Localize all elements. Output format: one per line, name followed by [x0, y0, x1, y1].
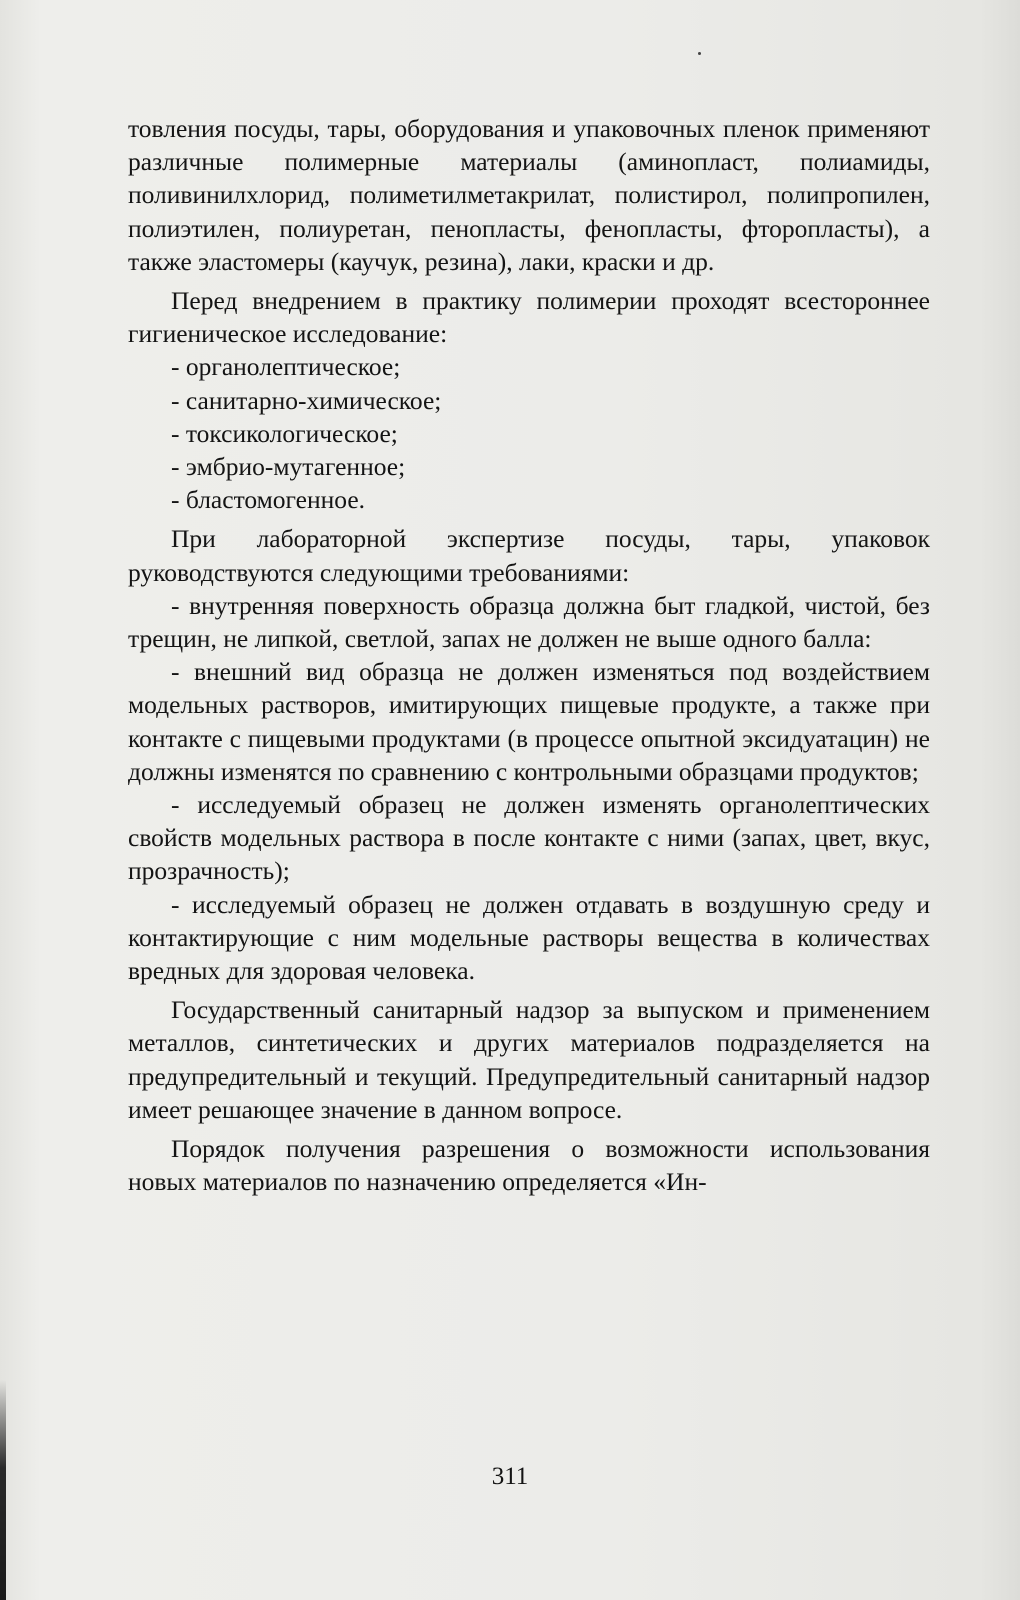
requirement-emission: - исследуемый образец не должен отдавать в воздушную среду и контактирующие с ним модельные растворы вещества в количествах вредных для здоровая человека. — [128, 889, 930, 986]
paragraph-permission-procedure: Порядок получения разрешения о возможности использования новых материалов по назначению определяется «Ин- — [128, 1134, 930, 1197]
list-item-organoleptic: - органолептическое; — [171, 352, 401, 382]
print-speck — [698, 52, 701, 55]
paragraph-materials: товления посуды, тары, оборудования и упаковочных пленок применяют различные полимерные материалы (аминопласт, полиамиды, поливинилхлорид, полиметилметакрилат, полистирол, полипропилен, полиэтилен, полиуретан, пенопласты, фенопласты, фторопласты), а также эластомеры (каучук, резина), лаки, краски и др. — [128, 114, 930, 276]
paragraph-research-intro: Перед внедрением в практику полимерии проходят всестороннее гигиеническое исследование: — [128, 286, 930, 349]
page-number: 311 — [491, 1463, 529, 1490]
body-text — [128, 112, 930, 1199]
list-item-toxicological: - токсикологическое; — [171, 418, 398, 448]
list-item-sanitary-chemical: - санитарно-химическое; — [171, 385, 442, 415]
list-item-blastomogenic: - бластомогенное. — [171, 485, 366, 515]
requirement-surface: - внутренняя поверхность образца должна быт гладкой, чистой, без трещин, не липкой, светлой, запах не должен не выше одного балла: — [128, 590, 930, 654]
requirement-organoleptic: - исследуемый образец не должен изменять органолептических свойств модельных раствора в после контакте с ними (запах, цвет, вкус, прозрачность); — [128, 790, 930, 886]
list-item-embryo-mutagenic: - эмбрио-мутагенное; — [171, 452, 406, 482]
paragraph-sanitary-supervision: Государственный санитарный надзор за выпуском и применением металлов, синтетических и других материалов подразделяется на предупредительный и текущий. Предупредительный санитарный надзор имеет решающее значение в данном вопросе. — [128, 995, 930, 1124]
requirement-appearance: - внешний вид образца не должен изменяться под воздействием модельных растворов, имитирующих пищевые продукте, а также при контакте с пищевыми продуктами (в процессе опытной эксидуатацин) не должны изменятся по сравнению с контрольными образцами продуктов; — [128, 657, 930, 786]
paragraph-expertise-intro: При лабораторной экспертизе посуды, тары, упаковок руководствуются следующими требованиями: — [128, 524, 930, 587]
